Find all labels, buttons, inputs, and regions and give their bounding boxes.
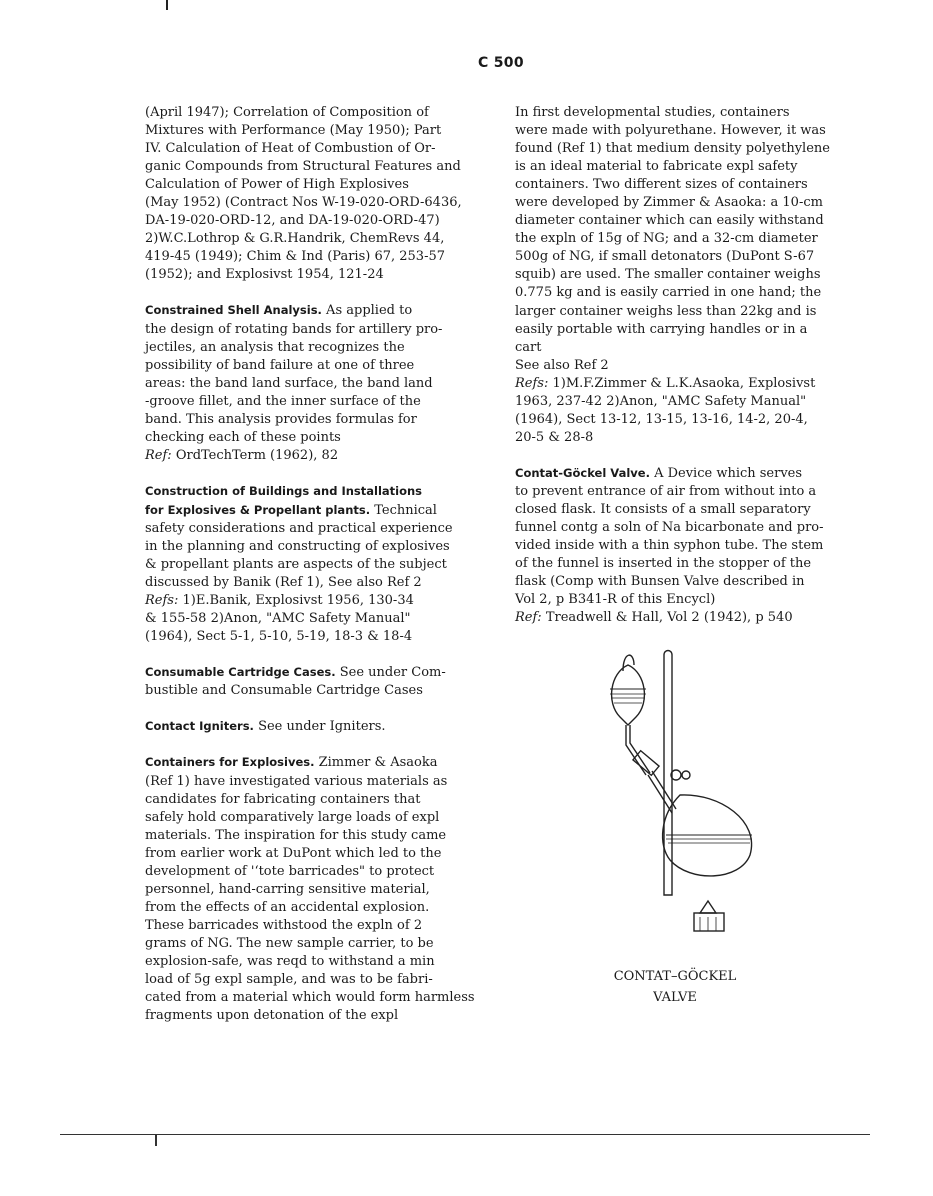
entry-text: A Device which serves to prevent entrance of air from without into a closed flask. It consists of a small separatory funnel contg a soln of Na bicarbonate and pro- vided inside with a thin syphon tube. The stem of the funnel is inserted in the stopper of the flask (Comp with Bunsen Valve described in Vol 2, p B341-R of this Encycl): [515, 465, 824, 608]
entry-heading: Consumable Cartridge Cases.: [145, 665, 336, 680]
entry-heading: Containers for Explosives.: [145, 755, 315, 770]
paragraph-gap: [145, 736, 475, 753]
entry-heading: Constrained Shell Analysis.: [145, 303, 322, 318]
page-number: C 500: [478, 55, 524, 71]
entry-text: In first developmental studies, containers were made with polyurethane. However, it was found (Ref 1) that medium density polyethylene is an ideal material to fabricate expl safety containers. Two different sizes of containers were developed by Zimmer & Asaoka: a 10-cm diameter container which can easily withstand the expln of 15g of NG; and a 32-cm diameter 500g of NG, if small detonators (DuPont S-67 squib) are used. The smaller container weighs 0.775 kg and is easily carried in one hand; the larger container weighs less than 22kg and is easily portable with carrying handles or in a cart See also Ref 2: [515, 105, 830, 373]
reference-label: Ref:: [145, 447, 172, 463]
entry-cbi: [145, 482, 475, 646]
reference-label: Refs:: [145, 593, 179, 609]
entry-text: Technical safety considerations and practical experience in the planning and constructing of explosives & propellant plants are aspects of the subject discussed by Banik (Ref 1), See also Ref 2: [145, 502, 453, 591]
entry-text: See under Igniters.: [253, 719, 386, 735]
bottom-rule: [60, 1134, 870, 1135]
entry-cfe-cont: [515, 104, 845, 447]
paragraph-gap: [515, 447, 845, 464]
contat-gockel-valve-illustration: [600, 645, 760, 965]
left-column: [145, 104, 475, 1025]
reference-text: OrdTechTerm (1962), 82: [171, 447, 339, 463]
entry-text: As applied to the design of rotating bands for artillery pro- jectiles, an analysis that recognizes the possibility of band failure at one of three areas: the band land surface, the band land -groove fillet, and the inner surface of the band. This analysis provides formulas for checking each of these points: [145, 303, 443, 445]
right-column: [515, 104, 845, 627]
paragraph-gap: [145, 646, 475, 663]
top-margin-mark: [166, 0, 168, 10]
entry-ci: [145, 717, 475, 736]
entry-text: See under Com- bustible and Consumable Cartridge Cases: [145, 665, 446, 699]
entry-heading: Contact Igniters.: [145, 719, 254, 734]
entry-ccc: [145, 663, 475, 700]
entry-cgv: [515, 464, 845, 627]
figure-caption: CONTAT–GÖCKEL VALVE: [613, 969, 737, 1005]
paragraph-gap: [145, 465, 475, 482]
bottom-tick-mark: [155, 1134, 157, 1146]
entry-cfe: [145, 753, 475, 1025]
reference-label: Ref:: [515, 610, 542, 626]
entry-text: (April 1947); Correlation of Composition of Mixtures with Performance (May 1950); Part IV. Calculation of Heat of Combustion of Or- ganic Compounds from Structural Features and Calculation of Power of High Explosives (May 1952) (Contract Nos W-19-020-ORD-6436, DA-19-020-ORD-12, and DA-19-020-ORD-47) 2)W.C.Lothrop & G.R.Handrik, ChemRevs 44, 419-45 (1949); Chim & Ind (Paris) 67, 253-57 (1952); and Explosivst 1954, 121-24: [145, 105, 462, 283]
paragraph-gap: [145, 700, 475, 717]
paragraph-gap: [145, 284, 475, 301]
entry-heading: Contat-Göckel Valve.: [515, 465, 650, 480]
entry-cont: [145, 104, 475, 284]
reference-text: 1)M.F.Zimmer & L.K.Asaoka, Explosivst 1963, 237-42 2)Anon, "AMC Safety Manual" (1964), Sect 13-12, 13-15, 13-16, 14-2, 20-4, 20-5 & 28-8: [515, 375, 816, 445]
entry-csa: [145, 301, 475, 464]
reference-text: Treadwell & Hall, Vol 2 (1942), p 540: [541, 610, 793, 626]
reference-label: Refs:: [515, 375, 549, 391]
reference-text: 1)E.Banik, Explosivst 1956, 130-34 & 155-58 2)Anon, "AMC Safety Manual" (1964), Sect 5-1, 5-10, 5-19, 18-3 & 18-4: [145, 593, 414, 645]
entry-heading: Construction of Buildings and Installations for Explosives & Propellant plants.: [145, 483, 423, 517]
entry-text: Zimmer & Asaoka (Ref 1) have investigated various materials as candidates for fabricating containers that safely hold comparatively large loads of expl materials. The inspiration for this study came from earlier work at DuPont which led to the development of '‘tote barricades" to protect personnel, hand-carring sensitive material, from the effects of an accidental explosion. These barricades withstood the expln of 2 grams of NG. The new sample carrier, to be explosion-safe, was reqd to withstand a min load of 5g expl sample, and was to be fabri- cated from a material which would form harmless fragments upon detonation of the expl: [145, 755, 475, 1024]
